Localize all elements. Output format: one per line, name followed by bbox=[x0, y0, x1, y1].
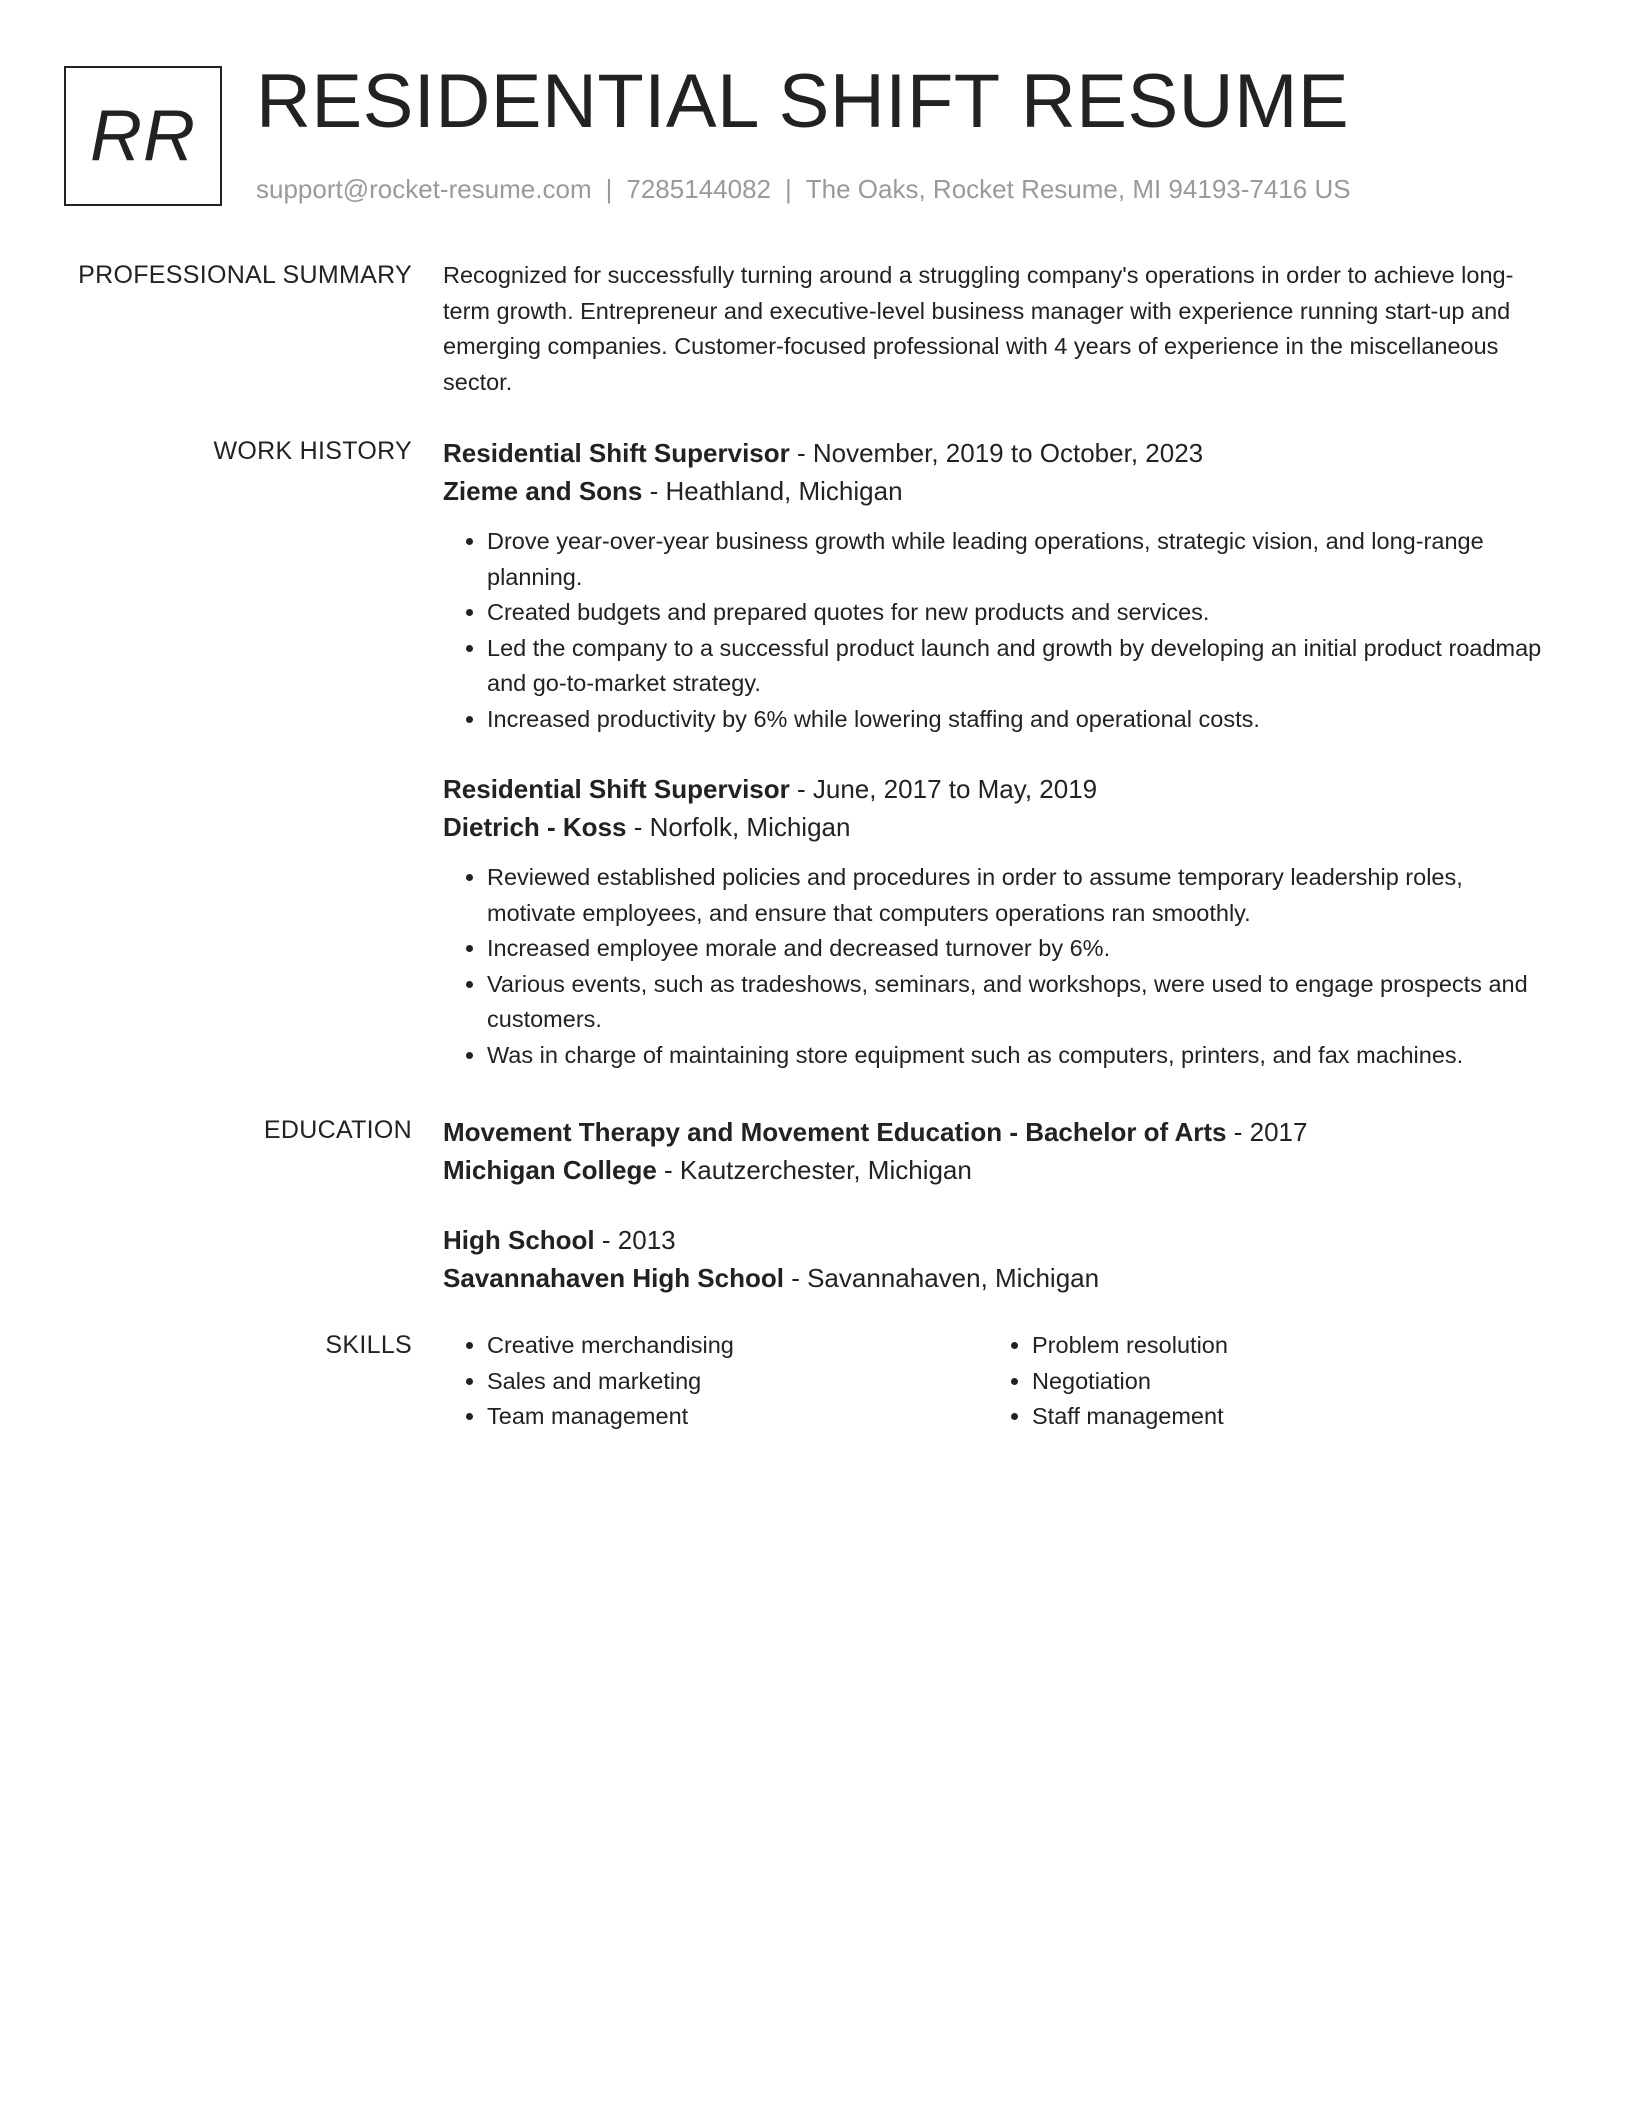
contact-separator: | bbox=[785, 174, 792, 204]
skill-item: • Sales and marketing bbox=[487, 1364, 988, 1400]
skills-body bbox=[443, 1328, 1543, 1435]
education-location: - Kautzerchester, Michigan bbox=[656, 1155, 972, 1185]
job-title-line bbox=[443, 434, 1543, 472]
job-company-line bbox=[443, 472, 1543, 510]
education-year: - 2017 bbox=[1226, 1117, 1308, 1147]
job-bullet: • Was in charge of maintaining store equipment such as computers, printers, and fax machines. bbox=[487, 1038, 1543, 1074]
education-degree: High School bbox=[443, 1225, 595, 1255]
job-bullet: • Increased employee morale and decreased turnover by 6%. bbox=[487, 931, 1543, 967]
job-bullet: • Reviewed established policies and procedures in order to assume temporary leadership roles, motivate employees, and ensure that computers operations ran smoothly. bbox=[487, 860, 1543, 931]
monogram: RR bbox=[90, 96, 196, 176]
summary-body bbox=[443, 258, 1543, 400]
job-bullet: • Created budgets and prepared quotes for new products and services. bbox=[487, 595, 1543, 631]
job-bullet: • Various events, such as tradeshows, seminars, and workshops, were used to engage prospects and customers. bbox=[487, 967, 1543, 1038]
skill-item: • Team management bbox=[487, 1399, 988, 1435]
education-location: - Savannahaven, Michigan bbox=[783, 1263, 1100, 1293]
skill-item: • Staff management bbox=[1032, 1399, 1533, 1435]
contact-phone: 7285144082 bbox=[626, 174, 771, 204]
job-title: Residential Shift Supervisor bbox=[443, 774, 790, 804]
education-year: - 2013 bbox=[594, 1225, 676, 1255]
skill-item: • Problem resolution bbox=[1032, 1328, 1533, 1364]
job-location: - Heathland, Michigan bbox=[642, 476, 903, 506]
education-degree-line bbox=[443, 1113, 1543, 1151]
job-bullet: • Increased productivity by 6% while lowering staffing and operational costs. bbox=[487, 702, 1543, 738]
job-company: Zieme and Sons bbox=[443, 476, 643, 506]
job-bullet: • Led the company to a successful product launch and growth by developing an initial product roadmap and go-to-market strategy. bbox=[487, 631, 1543, 702]
skills-list bbox=[988, 1328, 1533, 1435]
section-label-work-history: WORK HISTORY bbox=[213, 437, 412, 465]
job-title: Residential Shift Supervisor bbox=[443, 438, 790, 468]
education-school: Savannahaven High School bbox=[443, 1263, 784, 1293]
contact-separator: | bbox=[605, 174, 613, 204]
contact-address: The Oaks, Rocket Resume, MI 94193-7416 US bbox=[805, 174, 1351, 204]
job-location: - Norfolk, Michigan bbox=[626, 812, 851, 842]
section-label-education: EDUCATION bbox=[263, 1116, 412, 1144]
job-entry bbox=[443, 434, 1543, 737]
contact-line bbox=[256, 172, 1351, 206]
education-body bbox=[443, 1113, 1543, 1297]
resume-title: RESIDENTIAL SHIFT RESUME bbox=[256, 59, 1350, 144]
job-bullets bbox=[443, 860, 1543, 1073]
skills-list bbox=[443, 1328, 988, 1435]
skills-columns bbox=[443, 1328, 1543, 1435]
education-entry bbox=[443, 1113, 1543, 1189]
summary-text: Recognized for successfully turning around a struggling company's operations in order to achieve long-term growth. Entrepreneur and executive-level business manager with experience running start-up and emerging companies. Customer-focused professional with 4 years of experience in the miscellaneous sector. bbox=[443, 262, 1514, 395]
job-bullet: • Drove year-over-year business growth while leading operations, strategic vision, and long-range planning. bbox=[487, 524, 1543, 595]
job-bullets bbox=[443, 524, 1543, 737]
education-school: Michigan College bbox=[443, 1155, 657, 1185]
work-history-body bbox=[443, 434, 1543, 1073]
job-dates: - June, 2017 to May, 2019 bbox=[789, 774, 1098, 804]
job-title-line bbox=[443, 770, 1543, 808]
skill-item: • Creative merchandising bbox=[487, 1328, 988, 1364]
job-dates: - November, 2019 to October, 2023 bbox=[789, 438, 1204, 468]
education-degree: Movement Therapy and Movement Education - Bachelor of Arts bbox=[443, 1117, 1227, 1147]
section-label-summary: PROFESSIONAL SUMMARY bbox=[78, 261, 412, 289]
skills-column-right bbox=[988, 1328, 1533, 1435]
skill-item: • Negotiation bbox=[1032, 1364, 1533, 1400]
education-entry bbox=[443, 1221, 1543, 1297]
section-label-skills: SKILLS bbox=[325, 1331, 412, 1359]
education-school-line bbox=[443, 1259, 1543, 1297]
education-degree-line bbox=[443, 1221, 1543, 1259]
skills-column-left bbox=[443, 1328, 988, 1435]
job-entry bbox=[443, 770, 1543, 1073]
monogram-box bbox=[64, 66, 222, 206]
contact-email: support@rocket-resume.com bbox=[256, 174, 592, 204]
education-school-line bbox=[443, 1151, 1543, 1189]
job-company-line bbox=[443, 808, 1543, 846]
job-company: Dietrich - Koss bbox=[443, 812, 627, 842]
